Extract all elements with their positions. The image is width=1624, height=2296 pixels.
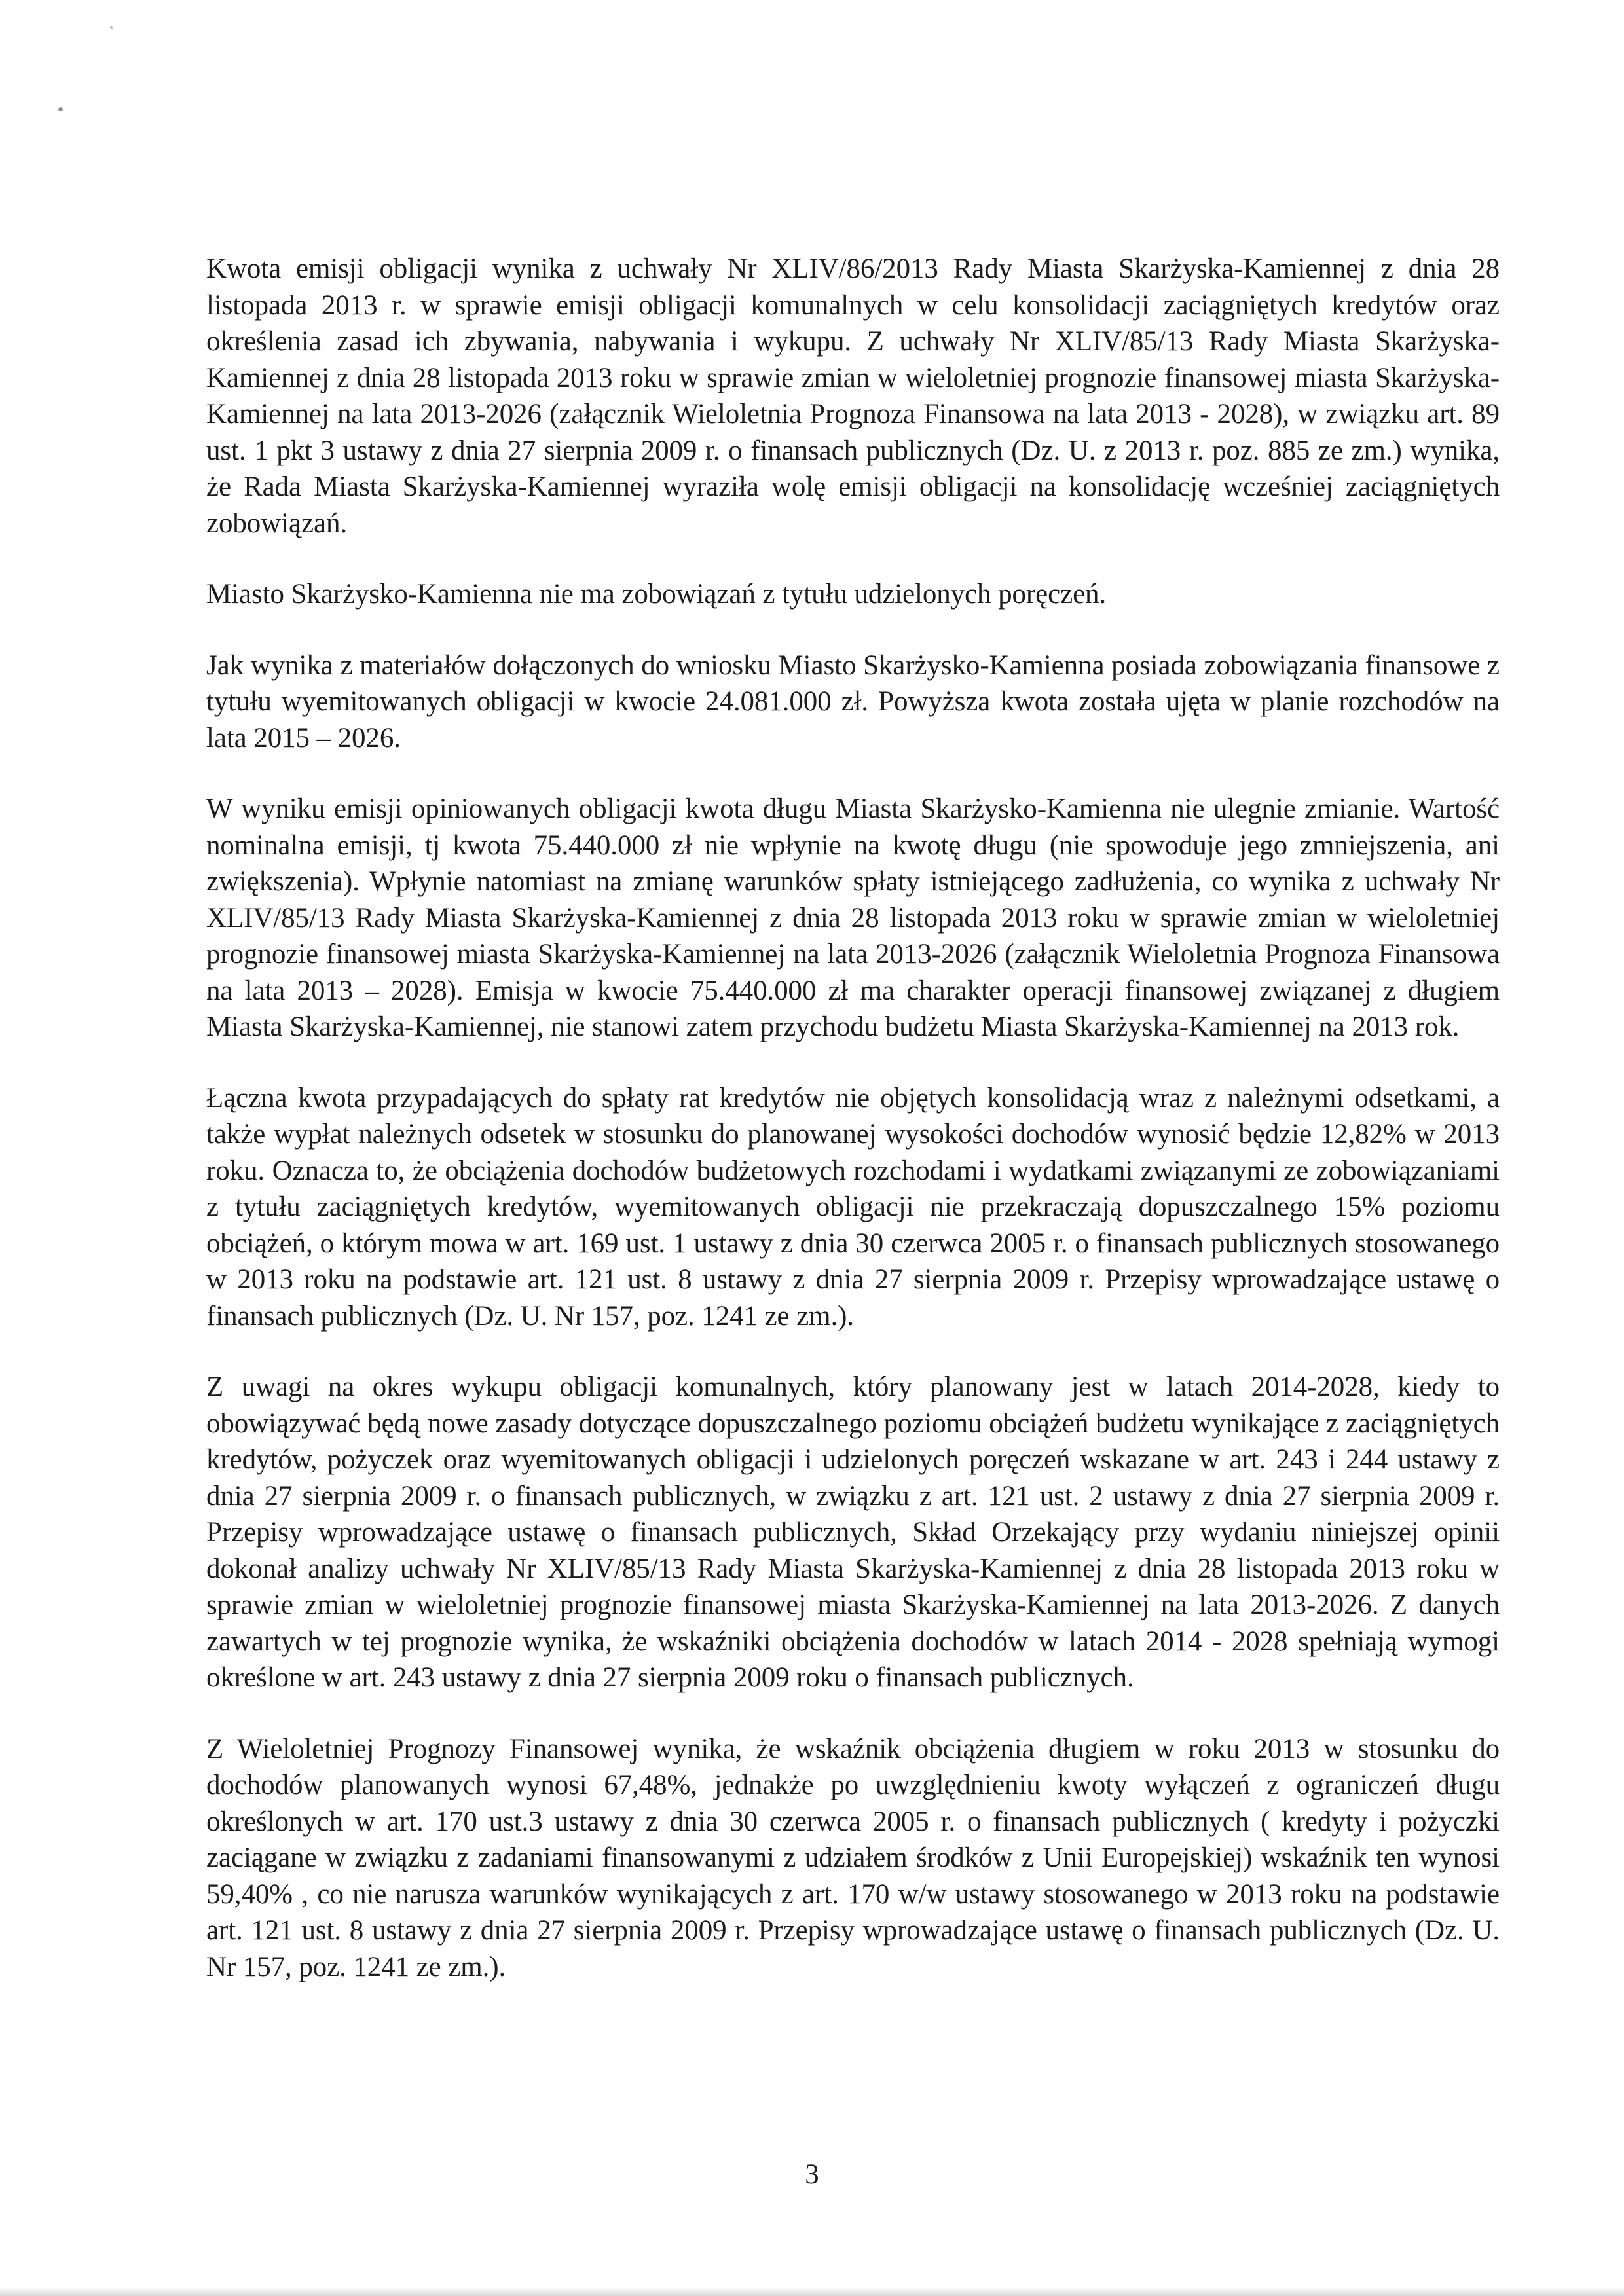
paragraph-guarantees: Miasto Skarżysko-Kamienna nie ma zobowiązań z tytułu udzielonych poręczeń.	[206, 579, 1107, 610]
page-number: 3	[805, 2159, 819, 2190]
paragraph-redemption-period: Z uwagi na okres wykupu obligacji komunalnych, który planowany jest w latach 2014-2028, kiedy to obowiązywać będą nowe zasady dotyczące dopuszczalnego poziomu obciążeń budżetu wynikające z zaciągniętych kredytów, pożyczek oraz wyemitowanych obligacji i udzielonych poręczeń wskazane w art. 243 i 244 ustawy z dnia 27 sierpnia 2009 r. o finansach publicznych, w związku z art. 121 ust. 2 ustawy z dnia 27 sierpnia 2009 r. Przepisy wprowadzające ustawę o finansach publicznych, Skład Orzekający przy wydaniu niniejszej opinii dokonał analizy uchwały Nr XLIV/85/13 Rady Miasta Skarżyska-Kamiennej z dnia 28 listopada 2013 roku w sprawie zmian w wieloletniej prognozie finansowej miasta Skarżyska-Kamiennej na lata 2013-2026. Z danych zawartych w tej prognozie wynika, że wskaźniki obciążenia dochodów w latach 2014 - 2028 spełniają wymogi określone w art. 243 ustawy z dnia 27 sierpnia 2009 roku o finansach publicznych.	[206, 1372, 1500, 1693]
scan-speck	[110, 26, 113, 29]
scan-bottom-edge	[0, 2287, 1624, 2296]
document-body	[206, 251, 1500, 2020]
paragraph-repayment-ratio: Łączna kwota przypadających do spłaty rat kredytów nie objętych konsolidacją wraz z należnymi odsetkami, a także wypłat należnych odsetek w stosunku do planowanej wysokości dochodów wynosić będzie 12,82% w 2013 roku. Oznacza to, że obciążenia dochodów budżetowych rozchodami i wydatkami związanymi ze zobowiązaniami z tytułu zaciągniętych kredytów, wyemitowanych obligacji nie przekraczają dopuszczalnego 15% poziomu obciążeń, o którym mowa w art. 169 ust. 1 ustawy z dnia 30 czerwca 2005 r. o finansach publicznych stosowanego w 2013 roku na podstawie art. 121 ust. 8 ustawy z dnia 27 sierpnia 2009 r. Przepisy wprowadzające ustawę o finansach publicznych (Dz. U. Nr 157, poz. 1241 ze zm.).	[206, 1082, 1500, 1332]
paragraph-debt-indicator: Z Wieloletniej Prognozy Finansowej wynika, że wskaźnik obciążenia długiem w roku 2013 w stosunku do dochodów planowanych wynosi 67,48%, jednakże po uwzględnieniu kwoty wyłączeń z ograniczeń długu określonych w art. 170 ust.3 ustawy z dnia 30 czerwca 2005 r. o finansach publicznych ( kredyty i pożyczki zaciągane w związku z zadaniami finansowanymi z udziałem środków z Unii Europejskiej) wskaźnik ten wynosi 59,40% , co nie narusza warunków wynikających z art. 170 w/w ustawy stosowanego w 2013 roku na podstawie art. 121 ust. 8 ustawy z dnia 27 sierpnia 2009 r. Przepisy wprowadzające ustawę o finansach publicznych (Dz. U. Nr 157, poz. 1241 ze zm.).	[206, 1733, 1500, 1982]
paragraph-debt-unchanged: W wyniku emisji opiniowanych obligacji kwota długu Miasta Skarżysko-Kamienna nie ulegnie zmianie. Wartość nominalna emisji, tj kwota 75.440.000 zł nie wpłynie na kwotę długu (nie spowoduje jego zmniejszenia, ani zwiększenia). Wpłynie natomiast na zmianę warunków spłaty istniejącego zadłużenia, co wynika z uchwały Nr XLIV/85/13 Rady Miasta Skarżyska-Kamiennej z dnia 28 listopada 2013 roku w sprawie zmian w wieloletniej prognozie finansowej miasta Skarżyska-Kamiennej na lata 2013-2026 (załącznik Wieloletnia Prognoza Finansowa na lata 2013 – 2028). Emisja w kwocie 75.440.000 zł ma charakter operacji finansowej związanej z długiem Miasta Skarżyska-Kamiennej, nie stanowi zatem przychodu budżetu Miasta Skarżyska-Kamiennej na 2013 rok.	[206, 793, 1500, 1042]
paragraph-bond-issue-resolution: Kwota emisji obligacji wynika z uchwały Nr XLIV/86/2013 Rady Miasta Skarżyska-Kamiennej z dnia 28 listopada 2013 r. w sprawie emisji obligacji komunalnych w celu konsolidacji zaciągniętych kredytów oraz określenia zasad ich zbywania, nabywania i wykupu. Z uchwały Nr XLIV/85/13 Rady Miasta Skarżyska-Kamiennej z dnia 28 listopada 2013 roku w sprawie zmian w wieloletniej prognozie finansowej miasta Skarżyska-Kamiennej na lata 2013-2026 (załącznik Wieloletnia Prognoza Finansowa na lata 2013 - 2028), w związku art. 89 ust. 1 pkt 3 ustawy z dnia 27 sierpnia 2009 r. o finansach publicznych (Dz. U. z 2013 r. poz. 885 ze zm.) wynika, że Rada Miasta Skarżyska-Kamiennej wyraziła wolę emisji obligacji na konsolidację wcześniej zaciągniętych zobowiązań.	[206, 253, 1500, 539]
paragraph-existing-obligations: Jak wynika z materiałów dołączonych do wniosku Miasto Skarżysko-Kamienna posiada zobowiązania finansowe z tytułu wyemitowanych obligacji w kwocie 24.081.000 zł. Powyższa kwota została ujęta w planie rozchodów na lata 2015 – 2026.	[206, 649, 1500, 754]
scan-speck	[58, 107, 63, 111]
